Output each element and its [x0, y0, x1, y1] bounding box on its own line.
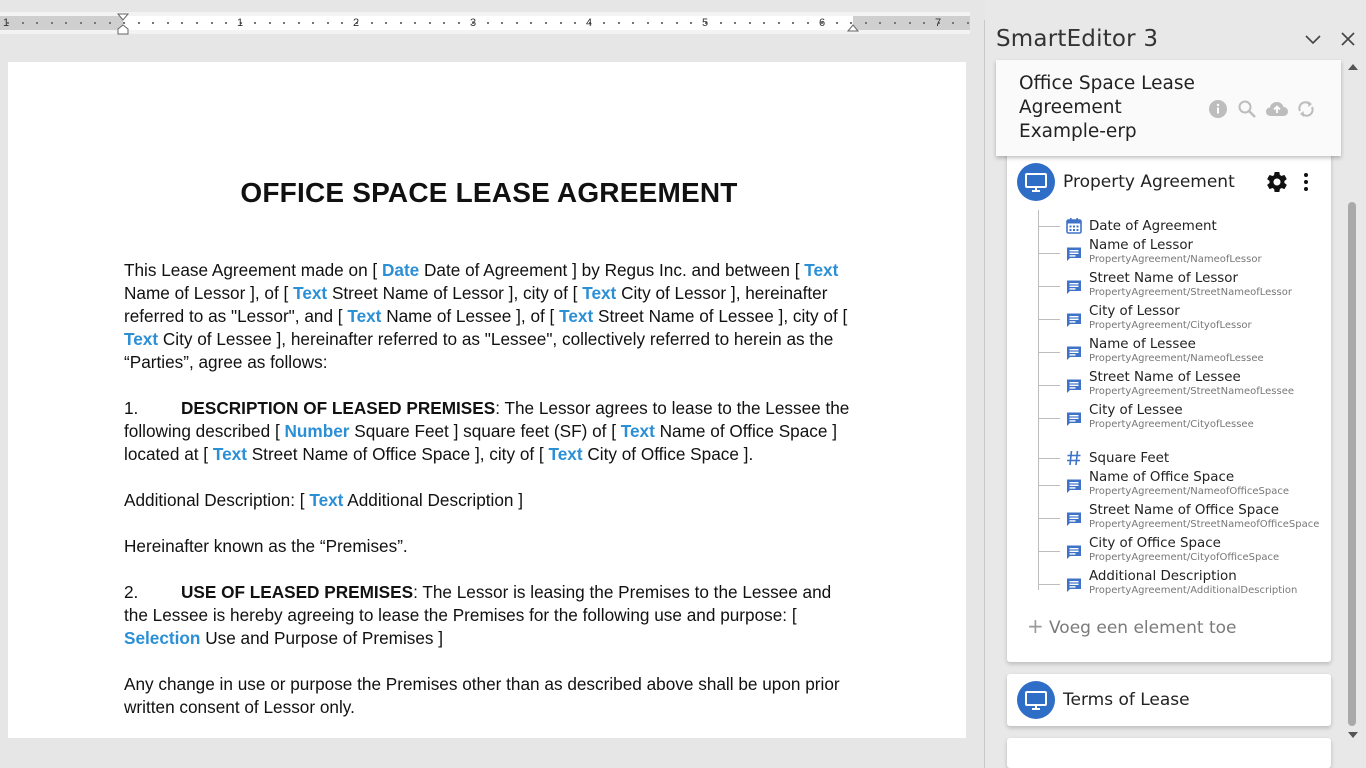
ruler-tick: [181, 22, 183, 24]
tree-item-label: Name of Office Space: [1089, 470, 1235, 485]
date-field[interactable]: Date: [381, 260, 420, 280]
tree-item-path: PropertyAgreement/CityofLessor: [1089, 320, 1252, 331]
ruler-tick: [80, 22, 82, 24]
tree-item-path: PropertyAgreement/CityofLessee: [1089, 419, 1254, 430]
tree-item-label: Name of Lessee: [1089, 337, 1196, 352]
ruler-tick: [51, 22, 53, 24]
tree-branch-line: [1038, 518, 1060, 519]
ruler-tick: [429, 22, 431, 24]
search-icon[interactable]: [1236, 98, 1258, 120]
ruler-tick: [298, 22, 300, 24]
sync-icon[interactable]: [1295, 98, 1317, 120]
text-run: Additional Description ]: [343, 490, 524, 510]
tree-item-path: PropertyAgreement/StreetNameofLessee: [1089, 386, 1295, 397]
text-field-icon: [1064, 244, 1084, 264]
panel-title: SmartEditor 3: [996, 26, 1159, 52]
ruler: [0, 12, 970, 34]
ruler-tick: [167, 22, 169, 24]
section-number: 1.: [124, 398, 139, 418]
paragraph-section-2[interactable]: [124, 581, 854, 650]
scrollbar-thumb[interactable]: [1348, 202, 1356, 726]
tree-branch-line: [1038, 551, 1060, 552]
tree-item-label: Additional Description: [1089, 569, 1237, 584]
ruler-tick: [138, 22, 140, 24]
ruler-tick: [341, 22, 343, 24]
text-run: Street Name of Lessee ], city of [: [593, 306, 848, 326]
text-field-icon: [1064, 476, 1084, 496]
tree-branch-line: [1038, 458, 1060, 459]
ruler-tick: [327, 22, 329, 24]
ruler-tick: [807, 22, 809, 24]
ruler-tick: [545, 22, 547, 24]
text-run: Name of Lessor ], of [: [124, 283, 294, 303]
ruler-tick: [690, 22, 692, 24]
ruler-number: 3: [470, 17, 477, 29]
first-line-indent-marker[interactable]: [118, 14, 128, 24]
text-run: Use and Purpose of Premises ]: [200, 628, 444, 648]
text-field[interactable]: Text: [548, 444, 583, 464]
text-field-icon: [1064, 509, 1084, 529]
calendar-icon: [1064, 216, 1084, 236]
paragraph-section-1[interactable]: [124, 397, 854, 466]
section-next: [1007, 738, 1331, 768]
ruler-tick: [676, 22, 678, 24]
ruler-number: 4: [586, 17, 593, 29]
ruler-left-margin: [0, 16, 123, 30]
add-element-label: Voeg een element toe: [1049, 618, 1237, 638]
tree-item-path: PropertyAgreement/NameofOfficeSpace: [1089, 486, 1290, 497]
ruler-tick: [763, 22, 765, 24]
ruler-tick: [443, 22, 445, 24]
text-run: City of Lessor ], hereinafter referred to as "Lessor", and [: [124, 283, 828, 326]
ruler-tick: [865, 22, 867, 24]
ruler-tick: [836, 22, 838, 24]
paragraph-change-of-use[interactable]: Any change in use or purpose the Premises other than as described above shall be upon prior written consent of Lessor only.: [124, 674, 840, 717]
text-run: : The Lessor is leasing the Premises to the Lessee and the Lessee is hereby agreeing to lease the Premises for the following use and purpose: [: [124, 582, 832, 625]
paragraph-premises[interactable]: Hereinafter known as the “Premises”.: [124, 536, 408, 556]
plus-icon: +: [1027, 614, 1044, 638]
tree-item-path: PropertyAgreement/NameofLessee: [1089, 353, 1264, 364]
ruler-tick: [65, 22, 67, 24]
section-title[interactable]: Terms of Lease: [1063, 690, 1190, 710]
tree-item-label: City of Lessor: [1089, 304, 1180, 319]
text-run: Additional Description: [: [124, 490, 310, 510]
text-field[interactable]: Text: [582, 283, 617, 303]
add-element-button[interactable]: [1027, 614, 1237, 638]
gear-icon[interactable]: [1265, 170, 1289, 194]
document-name: Office Space Lease Agreement Example-erp: [1019, 73, 1195, 142]
text-run: Street Name of Office Space ], city of [: [246, 444, 549, 464]
tree-item[interactable]: [1038, 443, 1328, 473]
document-card: [996, 60, 1341, 156]
chevron-down-icon[interactable]: [1302, 28, 1324, 50]
tree-item-path: PropertyAgreement/StreetNameofOfficeSpace: [1089, 519, 1320, 530]
text-field[interactable]: Text: [124, 329, 159, 349]
ruler-number: 7: [935, 17, 942, 29]
section-number: 2.: [124, 582, 139, 602]
tree-branch-line: [1038, 584, 1060, 585]
text-field[interactable]: Text: [347, 306, 382, 326]
text-field[interactable]: Text: [293, 283, 328, 303]
tree-item[interactable]: [1038, 238, 1328, 268]
text-field[interactable]: Text: [212, 444, 247, 464]
monitor-icon: [1017, 163, 1055, 201]
tree-branch-line: [1038, 418, 1060, 419]
ruler-tick: [720, 22, 722, 24]
tree-item[interactable]: [1038, 470, 1328, 500]
ruler-tick: [923, 22, 925, 24]
text-field-icon: [1064, 542, 1084, 562]
tree-item-path: PropertyAgreement/NameofLessor: [1089, 254, 1262, 265]
ruler-tick: [283, 22, 285, 24]
ruler-number: 5: [702, 17, 709, 29]
text-run: Date of Agreement ] by Regus Inc. and between [: [419, 260, 805, 280]
ruler-tick: [778, 22, 780, 24]
text-run: Name of Office Space ] located at [: [124, 421, 838, 464]
number-field[interactable]: Number: [284, 421, 350, 441]
ruler-tick: [225, 22, 227, 24]
document-title: OFFICE SPACE LEASE AGREEMENT: [240, 177, 738, 208]
more-vertical-icon[interactable]: [1299, 170, 1313, 194]
ruler-tick: [385, 22, 387, 24]
text-field[interactable]: Text: [804, 260, 839, 280]
text-field-icon: [1064, 376, 1084, 396]
tree-item[interactable]: [1038, 403, 1328, 433]
smarteditor-panel: [985, 0, 1366, 768]
tree-item[interactable]: [1038, 271, 1328, 301]
ruler-number: 6: [819, 17, 826, 29]
tree-item-path: PropertyAgreement/StreetNameofLessor: [1089, 287, 1292, 298]
ruler-tick: [36, 22, 38, 24]
tree-item-label: Street Name of Office Space: [1089, 503, 1280, 518]
text-run: City of Lessee ], hereinafter referred to as "Lessee", collectively referred to herein as the “Parties”, agree as follows:: [124, 329, 834, 372]
ruler-tick: [603, 22, 605, 24]
text-run: : The Lessor agrees to lease to the Lessee the following described [: [124, 398, 850, 441]
ruler-tick: [952, 22, 954, 24]
ruler-tick: [196, 22, 198, 24]
ruler-tick: [647, 22, 649, 24]
tree-item-label: Street Name of Lessor: [1089, 271, 1238, 286]
tree-item[interactable]: [1038, 337, 1328, 367]
ruler-tick: [734, 22, 736, 24]
ruler-tick: [269, 22, 271, 24]
paragraph-additional-description[interactable]: [124, 489, 854, 512]
ruler-tick: [414, 22, 416, 24]
text-field-icon: [1064, 277, 1084, 297]
left-indent-marker[interactable]: [118, 25, 128, 35]
ruler-number: 2: [353, 17, 360, 29]
tree-item[interactable]: [1038, 304, 1328, 334]
ruler-tick: [967, 22, 969, 24]
number-icon: [1064, 448, 1084, 468]
tree-branch-line: [1038, 226, 1060, 227]
text-run: This Lease Agreement made on [: [124, 260, 382, 280]
text-field[interactable]: Text: [559, 306, 594, 326]
text-run: Street Name of Lessor ], city of [: [327, 283, 583, 303]
ruler-tick: [894, 22, 896, 24]
cloud-upload-icon[interactable]: [1264, 98, 1290, 120]
tree-item[interactable]: [1038, 503, 1328, 533]
tree-item-label: Street Name of Lessee: [1089, 370, 1241, 385]
ruler-tick: [211, 22, 213, 24]
ruler-tick: [850, 22, 852, 24]
ruler-number: 1: [3, 17, 10, 29]
tree-branch-line: [1038, 319, 1060, 320]
tree-branch-line: [1038, 253, 1060, 254]
document-page[interactable]: [8, 62, 966, 738]
monitor-icon: [1017, 681, 1055, 719]
selection-field[interactable]: Selection: [124, 628, 201, 648]
text-run: City of Office Space ].: [582, 444, 754, 464]
tree-item-label: City of Lessee: [1089, 403, 1183, 418]
ruler-tick: [109, 22, 111, 24]
ruler-tick: [94, 22, 96, 24]
ruler-tick: [400, 22, 402, 24]
text-field[interactable]: Text: [620, 421, 655, 441]
text-run: Square Feet ] square feet (SF) of [: [349, 421, 621, 441]
tree-branch-line: [1038, 286, 1060, 287]
tree-item[interactable]: [1038, 536, 1328, 566]
text-field-icon: [1064, 343, 1084, 363]
tree-item-label: Name of Lessor: [1089, 238, 1194, 253]
ruler-tick: [487, 22, 489, 24]
tree-item[interactable]: [1038, 211, 1328, 241]
text-field[interactable]: Text: [309, 490, 344, 510]
text-field-icon: [1064, 310, 1084, 330]
close-icon[interactable]: [1337, 28, 1359, 50]
ruler-tick: [879, 22, 881, 24]
tree-item-path: PropertyAgreement/CityofOfficeSpace: [1089, 552, 1280, 563]
ruler-tick: [152, 22, 154, 24]
ruler-tick: [22, 22, 24, 24]
info-icon[interactable]: [1207, 98, 1229, 120]
right-indent-marker[interactable]: [848, 25, 858, 35]
ruler-tick: [501, 22, 503, 24]
ruler-tick: [661, 22, 663, 24]
tree-item[interactable]: [1038, 370, 1328, 400]
ruler-tick: [516, 22, 518, 24]
tree-item-label: Date of Agreement: [1089, 219, 1217, 234]
ruler-tick: [792, 22, 794, 24]
section-heading: USE OF LEASED PREMISES: [181, 582, 414, 602]
tree-item[interactable]: [1038, 569, 1328, 599]
tree-branch-line: [1038, 352, 1060, 353]
ruler-tick: [749, 22, 751, 24]
ruler-tick: [530, 22, 532, 24]
ruler-tick: [618, 22, 620, 24]
section-terms-of-lease: [1007, 674, 1331, 726]
ruler-number: 1: [237, 17, 244, 29]
section-property-agreement: [1007, 150, 1331, 662]
ruler-tick: [371, 22, 373, 24]
tree-branch-line: [1038, 485, 1060, 486]
ruler-tick: [312, 22, 314, 24]
text-run: Name of Lessee ], of [: [381, 306, 560, 326]
ruler-tick: [560, 22, 562, 24]
tree-item-label: City of Office Space: [1089, 536, 1221, 551]
ruler-tick: [458, 22, 460, 24]
text-field-icon: [1064, 409, 1084, 429]
text-field-icon: [1064, 575, 1084, 595]
tree-item-path: PropertyAgreement/AdditionalDescription: [1089, 585, 1298, 596]
tree-branch-line: [1038, 385, 1060, 386]
paragraph-intro[interactable]: [124, 259, 854, 374]
ruler-tick: [632, 22, 634, 24]
section-heading: DESCRIPTION OF LEASED PREMISES: [181, 398, 496, 418]
ruler-tick: [254, 22, 256, 24]
section-title[interactable]: Property Agreement: [1063, 172, 1235, 192]
ruler-tick: [574, 22, 576, 24]
ruler-tick: [909, 22, 911, 24]
tree-item-label: Square Feet: [1089, 451, 1170, 466]
